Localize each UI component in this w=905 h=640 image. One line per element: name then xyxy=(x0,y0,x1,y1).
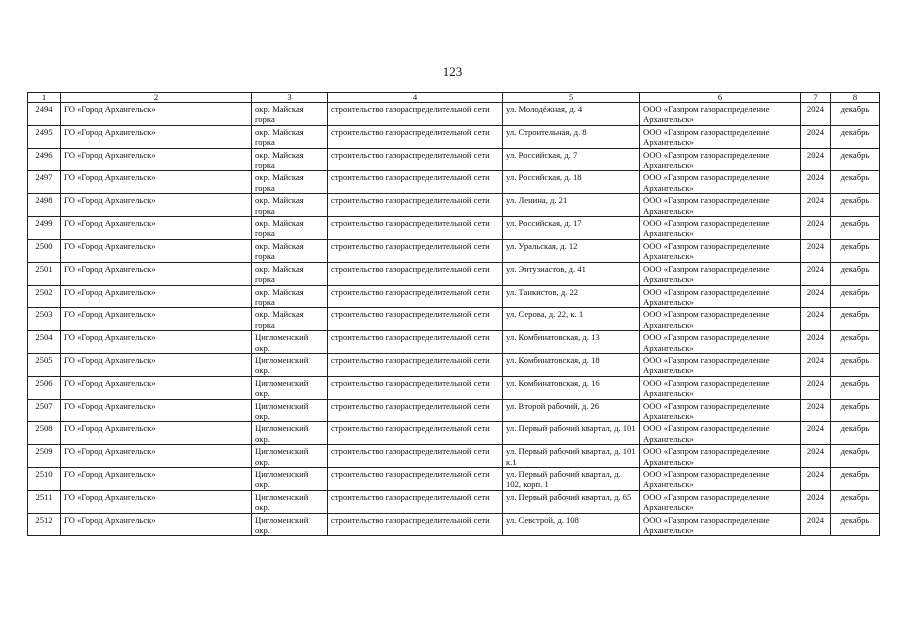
work-type-cell: строительство газораспределительной сети xyxy=(328,285,503,308)
month-cell: декабрь xyxy=(831,468,880,491)
table-row xyxy=(28,331,880,354)
organization-cell: ООО «Газпром газораспределение Архангельск» xyxy=(640,308,801,331)
row-number-cell: 2494 xyxy=(28,103,61,126)
month-cell: декабрь xyxy=(831,399,880,422)
work-type-cell: строительство газораспределительной сети xyxy=(328,399,503,422)
year-cell: 2024 xyxy=(801,422,831,445)
address-cell: ул. Первый рабочий квартал, д. 101 к.1 xyxy=(503,445,640,468)
table-body xyxy=(28,103,880,536)
year-cell: 2024 xyxy=(801,125,831,148)
district-cell: Цигломенский окр. xyxy=(252,468,328,491)
municipality-cell: ГО «Город Архангельск» xyxy=(61,217,252,240)
column-header: 6 xyxy=(640,93,801,103)
organization-cell: ООО «Газпром газораспределение Архангельск» xyxy=(640,262,801,285)
table-row xyxy=(28,194,880,217)
work-type-cell: строительство газораспределительной сети xyxy=(328,331,503,354)
address-cell: ул. Российская, д. 17 xyxy=(503,217,640,240)
table-row xyxy=(28,285,880,308)
organization-cell: ООО «Газпром газораспределение Архангельск» xyxy=(640,194,801,217)
district-cell: Цигломенский окр. xyxy=(252,376,328,399)
organization-cell: ООО «Газпром газораспределение Архангельск» xyxy=(640,353,801,376)
row-number-cell: 2498 xyxy=(28,194,61,217)
year-cell: 2024 xyxy=(801,285,831,308)
table-row xyxy=(28,239,880,262)
district-cell: окр. Майская горка xyxy=(252,239,328,262)
month-cell: декабрь xyxy=(831,490,880,513)
year-cell: 2024 xyxy=(801,468,831,491)
address-cell: ул. Танкистов, д. 22 xyxy=(503,285,640,308)
organization-cell: ООО «Газпром газораспределение Архангельск» xyxy=(640,285,801,308)
organization-cell: ООО «Газпром газораспределение Архангельск» xyxy=(640,513,801,536)
district-cell: окр. Майская горка xyxy=(252,148,328,171)
work-type-cell: строительство газораспределительной сети xyxy=(328,125,503,148)
address-cell: ул. Комбинатовская, д. 18 xyxy=(503,353,640,376)
address-cell: ул. Первый рабочий квартал, д. 101 xyxy=(503,422,640,445)
district-cell: окр. Майская горка xyxy=(252,262,328,285)
address-cell: ул. Комбинатовская, д. 13 xyxy=(503,331,640,354)
organization-cell: ООО «Газпром газораспределение Архангельск» xyxy=(640,468,801,491)
table-row xyxy=(28,125,880,148)
month-cell: декабрь xyxy=(831,148,880,171)
municipality-cell: ГО «Город Архангельск» xyxy=(61,148,252,171)
municipality-cell: ГО «Город Архангельск» xyxy=(61,513,252,536)
district-cell: окр. Майская горка xyxy=(252,194,328,217)
row-number-cell: 2510 xyxy=(28,468,61,491)
year-cell: 2024 xyxy=(801,331,831,354)
month-cell: декабрь xyxy=(831,217,880,240)
organization-cell: ООО «Газпром газораспределение Архангельск» xyxy=(640,376,801,399)
municipality-cell: ГО «Город Архангельск» xyxy=(61,308,252,331)
district-cell: Цигломенский окр. xyxy=(252,353,328,376)
month-cell: декабрь xyxy=(831,422,880,445)
municipality-cell: ГО «Город Архангельск» xyxy=(61,445,252,468)
district-cell: Цигломенский окр. xyxy=(252,445,328,468)
municipality-cell: ГО «Город Архангельск» xyxy=(61,285,252,308)
district-cell: окр. Майская горка xyxy=(252,285,328,308)
work-type-cell: строительство газораспределительной сети xyxy=(328,490,503,513)
year-cell: 2024 xyxy=(801,103,831,126)
year-cell: 2024 xyxy=(801,171,831,194)
month-cell: декабрь xyxy=(831,513,880,536)
row-number-cell: 2496 xyxy=(28,148,61,171)
organization-cell: ООО «Газпром газораспределение Архангельск» xyxy=(640,125,801,148)
table-row xyxy=(28,217,880,240)
year-cell: 2024 xyxy=(801,148,831,171)
page-number: 123 xyxy=(442,64,463,79)
table-row xyxy=(28,422,880,445)
row-number-cell: 2503 xyxy=(28,308,61,331)
month-cell: декабрь xyxy=(831,353,880,376)
organization-cell: ООО «Газпром газораспределение Архангельск» xyxy=(640,148,801,171)
table-row xyxy=(28,148,880,171)
row-number-cell: 2504 xyxy=(28,331,61,354)
address-cell: ул. Ленина, д. 21 xyxy=(503,194,640,217)
work-type-cell: строительство газораспределительной сети xyxy=(328,171,503,194)
year-cell: 2024 xyxy=(801,217,831,240)
address-cell: ул. Севстрой, д. 108 xyxy=(503,513,640,536)
organization-cell: ООО «Газпром газораспределение Архангельск» xyxy=(640,331,801,354)
table-row xyxy=(28,353,880,376)
municipality-cell: ГО «Город Архангельск» xyxy=(61,171,252,194)
district-cell: Цигломенский окр. xyxy=(252,490,328,513)
district-cell: Цигломенский окр. xyxy=(252,513,328,536)
month-cell: декабрь xyxy=(831,239,880,262)
work-type-cell: строительство газораспределительной сети xyxy=(328,422,503,445)
row-number-cell: 2512 xyxy=(28,513,61,536)
address-cell: ул. Комбинатовская, д. 16 xyxy=(503,376,640,399)
row-number-cell: 2495 xyxy=(28,125,61,148)
year-cell: 2024 xyxy=(801,239,831,262)
municipality-cell: ГО «Город Архангельск» xyxy=(61,239,252,262)
district-cell: окр. Майская горка xyxy=(252,171,328,194)
header-row xyxy=(28,93,880,103)
row-number-cell: 2505 xyxy=(28,353,61,376)
year-cell: 2024 xyxy=(801,262,831,285)
address-cell: ул. Энтузиастов, д. 41 xyxy=(503,262,640,285)
address-cell: ул. Молодёжная, д. 4 xyxy=(503,103,640,126)
table-row xyxy=(28,308,880,331)
municipality-cell: ГО «Город Архангельск» xyxy=(61,194,252,217)
district-cell: окр. Майская горка xyxy=(252,217,328,240)
table-row xyxy=(28,262,880,285)
organization-cell: ООО «Газпром газораспределение Архангельск» xyxy=(640,239,801,262)
municipality-cell: ГО «Город Архангельск» xyxy=(61,422,252,445)
address-cell: ул. Второй рабочий, д. 26 xyxy=(503,399,640,422)
month-cell: декабрь xyxy=(831,171,880,194)
municipality-cell: ГО «Город Архангельск» xyxy=(61,103,252,126)
organization-cell: ООО «Газпром газораспределение Архангельск» xyxy=(640,422,801,445)
month-cell: декабрь xyxy=(831,194,880,217)
column-header: 1 xyxy=(28,93,61,103)
organization-cell: ООО «Газпром газораспределение Архангельск» xyxy=(640,103,801,126)
month-cell: декабрь xyxy=(831,285,880,308)
district-cell: окр. Майская горка xyxy=(252,103,328,126)
year-cell: 2024 xyxy=(801,490,831,513)
table-row xyxy=(28,468,880,491)
work-type-cell: строительство газораспределительной сети xyxy=(328,217,503,240)
month-cell: декабрь xyxy=(831,376,880,399)
month-cell: декабрь xyxy=(831,125,880,148)
year-cell: 2024 xyxy=(801,194,831,217)
year-cell: 2024 xyxy=(801,376,831,399)
row-number-cell: 2502 xyxy=(28,285,61,308)
row-number-cell: 2501 xyxy=(28,262,61,285)
column-header: 3 xyxy=(252,93,328,103)
work-type-cell: строительство газораспределительной сети xyxy=(328,376,503,399)
row-number-cell: 2497 xyxy=(28,171,61,194)
month-cell: декабрь xyxy=(831,262,880,285)
work-type-cell: строительство газораспределительной сети xyxy=(328,239,503,262)
address-cell: ул. Уральская, д. 12 xyxy=(503,239,640,262)
month-cell: декабрь xyxy=(831,308,880,331)
district-cell: окр. Майская горка xyxy=(252,125,328,148)
row-number-cell: 2511 xyxy=(28,490,61,513)
table-row xyxy=(28,490,880,513)
table-header xyxy=(28,93,880,103)
row-number-cell: 2499 xyxy=(28,217,61,240)
column-header: 8 xyxy=(831,93,880,103)
work-type-cell: строительство газораспределительной сети xyxy=(328,194,503,217)
address-cell: ул. Серова, д. 22, к. 1 xyxy=(503,308,640,331)
organization-cell: ООО «Газпром газораспределение Архангельск» xyxy=(640,171,801,194)
address-cell: ул. Первый рабочий квартал, д. 102, корп. 1 xyxy=(503,468,640,491)
municipality-cell: ГО «Город Архангельск» xyxy=(61,490,252,513)
municipality-cell: ГО «Город Архангельск» xyxy=(61,376,252,399)
year-cell: 2024 xyxy=(801,445,831,468)
year-cell: 2024 xyxy=(801,513,831,536)
table-row xyxy=(28,513,880,536)
municipality-cell: ГО «Город Архангельск» xyxy=(61,125,252,148)
address-cell: ул. Российская, д. 18 xyxy=(503,171,640,194)
work-type-cell: строительство газораспределительной сети xyxy=(328,262,503,285)
month-cell: декабрь xyxy=(831,103,880,126)
table-row xyxy=(28,399,880,422)
work-type-cell: строительство газораспределительной сети xyxy=(328,353,503,376)
row-number-cell: 2507 xyxy=(28,399,61,422)
organization-cell: ООО «Газпром газораспределение Архангельск» xyxy=(640,490,801,513)
municipality-cell: ГО «Город Архангельск» xyxy=(61,331,252,354)
address-cell: ул. Российская, д. 7 xyxy=(503,148,640,171)
district-cell: окр. Майская горка xyxy=(252,308,328,331)
address-cell: ул. Первый рабочий квартал, д. 65 xyxy=(503,490,640,513)
row-number-cell: 2506 xyxy=(28,376,61,399)
organization-cell: ООО «Газпром газораспределение Архангельск» xyxy=(640,217,801,240)
district-cell: Цигломенский окр. xyxy=(252,331,328,354)
year-cell: 2024 xyxy=(801,308,831,331)
year-cell: 2024 xyxy=(801,353,831,376)
month-cell: декабрь xyxy=(831,445,880,468)
address-cell: ул. Строительная, д. 8 xyxy=(503,125,640,148)
work-type-cell: строительство газораспределительной сети xyxy=(328,308,503,331)
row-number-cell: 2508 xyxy=(28,422,61,445)
organization-cell: ООО «Газпром газораспределение Архангельск» xyxy=(640,399,801,422)
column-header: 5 xyxy=(503,93,640,103)
table-row xyxy=(28,103,880,126)
column-header: 4 xyxy=(328,93,503,103)
work-type-cell: строительство газораспределительной сети xyxy=(328,445,503,468)
organization-cell: ООО «Газпром газораспределение Архангельск» xyxy=(640,445,801,468)
district-cell: Цигломенский окр. xyxy=(252,399,328,422)
month-cell: декабрь xyxy=(831,331,880,354)
municipality-cell: ГО «Город Архангельск» xyxy=(61,399,252,422)
table-row xyxy=(28,445,880,468)
district-cell: Цигломенский окр. xyxy=(252,422,328,445)
municipality-cell: ГО «Город Архангельск» xyxy=(61,262,252,285)
municipality-cell: ГО «Город Архангельск» xyxy=(61,468,252,491)
row-number-cell: 2509 xyxy=(28,445,61,468)
table-row xyxy=(28,376,880,399)
column-header: 2 xyxy=(61,93,252,103)
row-number-cell: 2500 xyxy=(28,239,61,262)
work-type-cell: строительство газораспределительной сети xyxy=(328,513,503,536)
column-header: 7 xyxy=(801,93,831,103)
work-type-cell: строительство газораспределительной сети xyxy=(328,468,503,491)
year-cell: 2024 xyxy=(801,399,831,422)
registry-table xyxy=(27,92,880,536)
municipality-cell: ГО «Город Архангельск» xyxy=(61,353,252,376)
table-row xyxy=(28,171,880,194)
work-type-cell: строительство газораспределительной сети xyxy=(328,103,503,126)
work-type-cell: строительство газораспределительной сети xyxy=(328,148,503,171)
